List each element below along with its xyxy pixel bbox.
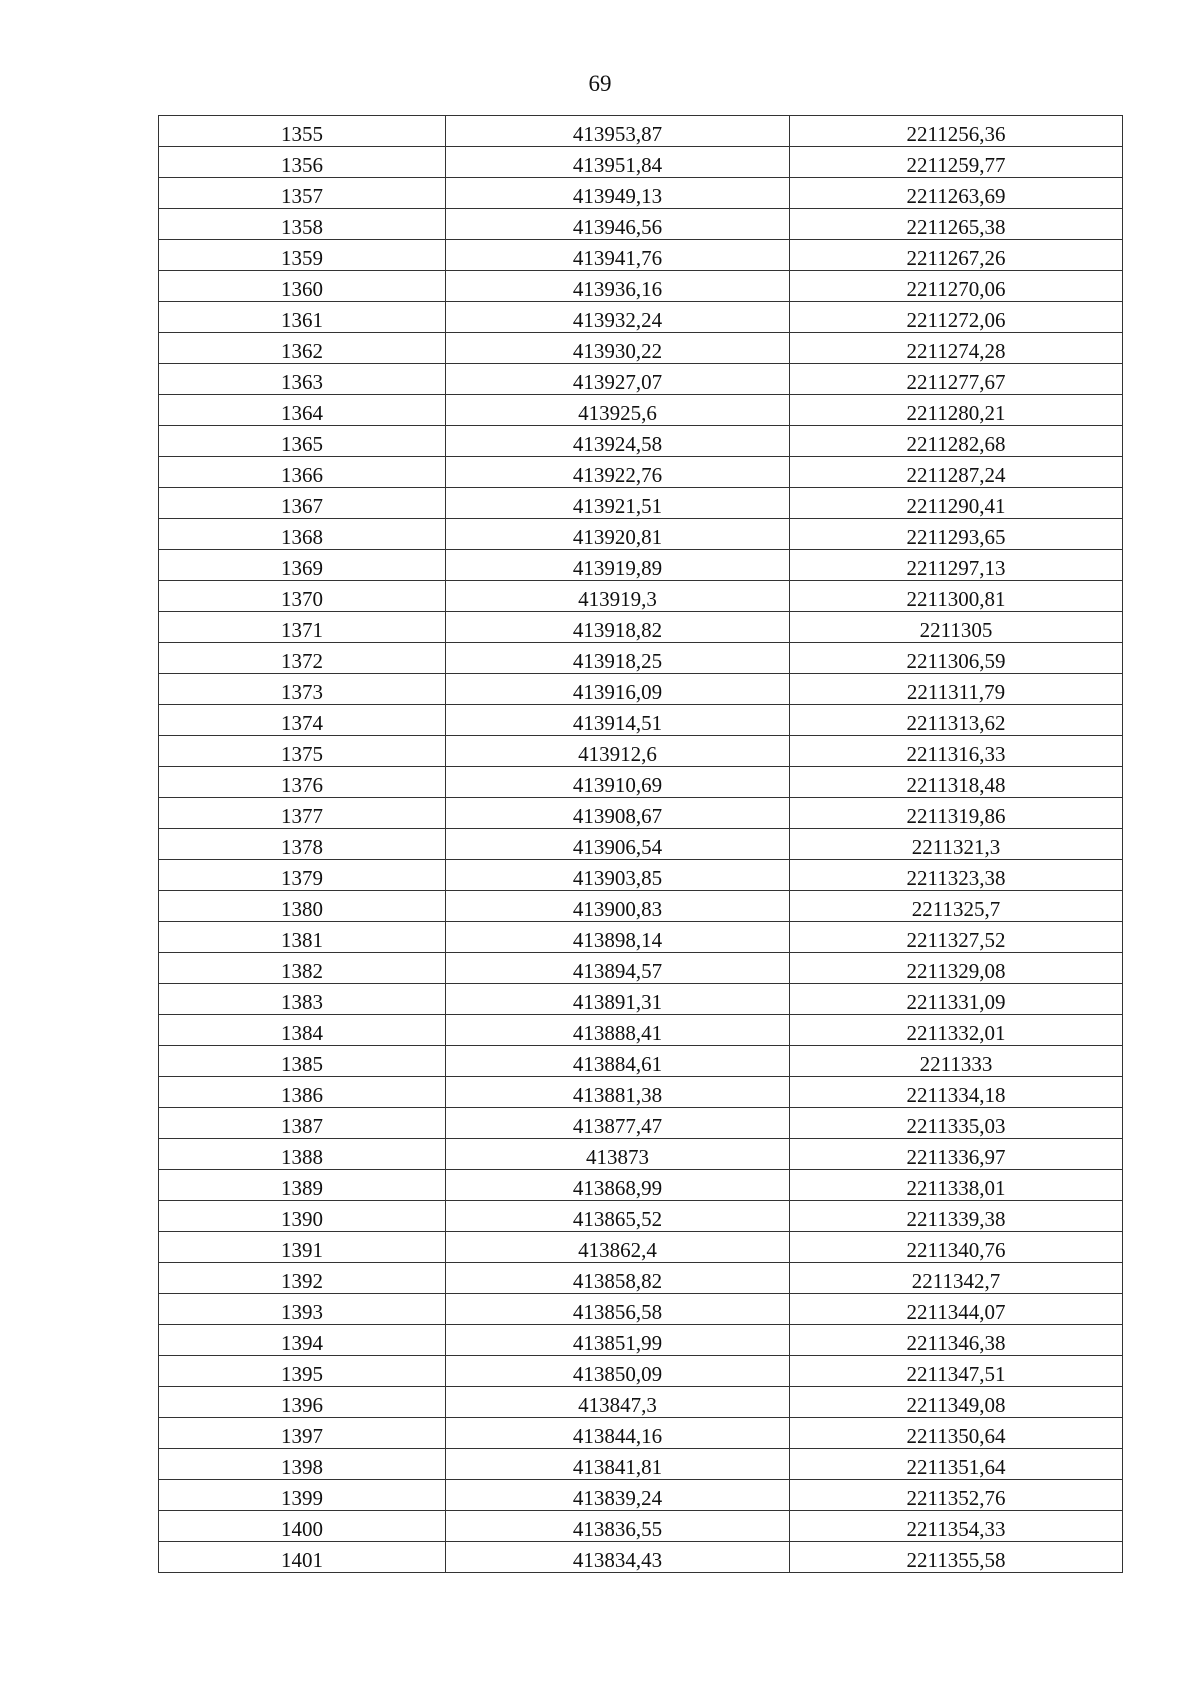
point-number-cell: 1372 bbox=[159, 643, 446, 674]
x-coordinate-cell: 413916,09 bbox=[446, 674, 790, 705]
x-coordinate-cell: 413877,47 bbox=[446, 1108, 790, 1139]
table-row bbox=[159, 767, 1123, 798]
x-coordinate-cell: 413951,84 bbox=[446, 147, 790, 178]
point-number-cell: 1391 bbox=[159, 1232, 446, 1263]
x-coordinate-cell: 413927,07 bbox=[446, 364, 790, 395]
y-coordinate-cell: 2211272,06 bbox=[790, 302, 1123, 333]
point-number-cell: 1358 bbox=[159, 209, 446, 240]
y-coordinate-cell: 2211265,38 bbox=[790, 209, 1123, 240]
table-row bbox=[159, 736, 1123, 767]
table-row bbox=[159, 1108, 1123, 1139]
x-coordinate-cell: 413862,4 bbox=[446, 1232, 790, 1263]
x-coordinate-cell: 413884,61 bbox=[446, 1046, 790, 1077]
y-coordinate-cell: 2211293,65 bbox=[790, 519, 1123, 550]
table-row bbox=[159, 705, 1123, 736]
point-number-cell: 1357 bbox=[159, 178, 446, 209]
table-row bbox=[159, 1418, 1123, 1449]
table-row bbox=[159, 1139, 1123, 1170]
y-coordinate-cell: 2211336,97 bbox=[790, 1139, 1123, 1170]
x-coordinate-cell: 413873 bbox=[446, 1139, 790, 1170]
point-number-cell: 1370 bbox=[159, 581, 446, 612]
coordinates-table-body bbox=[159, 116, 1123, 1573]
point-number-cell: 1383 bbox=[159, 984, 446, 1015]
table-row bbox=[159, 581, 1123, 612]
y-coordinate-cell: 2211313,62 bbox=[790, 705, 1123, 736]
y-coordinate-cell: 2211318,48 bbox=[790, 767, 1123, 798]
x-coordinate-cell: 413851,99 bbox=[446, 1325, 790, 1356]
point-number-cell: 1361 bbox=[159, 302, 446, 333]
x-coordinate-cell: 413953,87 bbox=[446, 116, 790, 147]
y-coordinate-cell: 2211335,03 bbox=[790, 1108, 1123, 1139]
point-number-cell: 1360 bbox=[159, 271, 446, 302]
point-number-cell: 1379 bbox=[159, 860, 446, 891]
y-coordinate-cell: 2211256,36 bbox=[790, 116, 1123, 147]
table-row bbox=[159, 798, 1123, 829]
x-coordinate-cell: 413903,85 bbox=[446, 860, 790, 891]
y-coordinate-cell: 2211329,08 bbox=[790, 953, 1123, 984]
point-number-cell: 1397 bbox=[159, 1418, 446, 1449]
y-coordinate-cell: 2211331,09 bbox=[790, 984, 1123, 1015]
point-number-cell: 1367 bbox=[159, 488, 446, 519]
table-row bbox=[159, 209, 1123, 240]
x-coordinate-cell: 413858,82 bbox=[446, 1263, 790, 1294]
y-coordinate-cell: 2211355,58 bbox=[790, 1542, 1123, 1573]
table-row bbox=[159, 1511, 1123, 1542]
table-row bbox=[159, 147, 1123, 178]
x-coordinate-cell: 413908,67 bbox=[446, 798, 790, 829]
table-row bbox=[159, 519, 1123, 550]
y-coordinate-cell: 2211280,21 bbox=[790, 395, 1123, 426]
x-coordinate-cell: 413921,51 bbox=[446, 488, 790, 519]
table-row bbox=[159, 860, 1123, 891]
table-row bbox=[159, 178, 1123, 209]
x-coordinate-cell: 413900,83 bbox=[446, 891, 790, 922]
x-coordinate-cell: 413841,81 bbox=[446, 1449, 790, 1480]
x-coordinate-cell: 413936,16 bbox=[446, 271, 790, 302]
table-row bbox=[159, 395, 1123, 426]
table-row bbox=[159, 1325, 1123, 1356]
point-number-cell: 1382 bbox=[159, 953, 446, 984]
x-coordinate-cell: 413834,43 bbox=[446, 1542, 790, 1573]
x-coordinate-cell: 413906,54 bbox=[446, 829, 790, 860]
x-coordinate-cell: 413910,69 bbox=[446, 767, 790, 798]
point-number-cell: 1378 bbox=[159, 829, 446, 860]
point-number-cell: 1396 bbox=[159, 1387, 446, 1418]
point-number-cell: 1380 bbox=[159, 891, 446, 922]
y-coordinate-cell: 2211277,67 bbox=[790, 364, 1123, 395]
table-row bbox=[159, 1201, 1123, 1232]
x-coordinate-cell: 413891,31 bbox=[446, 984, 790, 1015]
y-coordinate-cell: 2211334,18 bbox=[790, 1077, 1123, 1108]
y-coordinate-cell: 2211349,08 bbox=[790, 1387, 1123, 1418]
x-coordinate-cell: 413918,82 bbox=[446, 612, 790, 643]
table-row bbox=[159, 984, 1123, 1015]
table-row bbox=[159, 364, 1123, 395]
x-coordinate-cell: 413919,89 bbox=[446, 550, 790, 581]
table-row bbox=[159, 488, 1123, 519]
point-number-cell: 1399 bbox=[159, 1480, 446, 1511]
y-coordinate-cell: 2211344,07 bbox=[790, 1294, 1123, 1325]
x-coordinate-cell: 413922,76 bbox=[446, 457, 790, 488]
table-row bbox=[159, 674, 1123, 705]
y-coordinate-cell: 2211354,33 bbox=[790, 1511, 1123, 1542]
point-number-cell: 1387 bbox=[159, 1108, 446, 1139]
point-number-cell: 1374 bbox=[159, 705, 446, 736]
table-row bbox=[159, 302, 1123, 333]
table-row bbox=[159, 333, 1123, 364]
point-number-cell: 1364 bbox=[159, 395, 446, 426]
y-coordinate-cell: 2211333 bbox=[790, 1046, 1123, 1077]
x-coordinate-cell: 413868,99 bbox=[446, 1170, 790, 1201]
y-coordinate-cell: 2211347,51 bbox=[790, 1356, 1123, 1387]
x-coordinate-cell: 413912,6 bbox=[446, 736, 790, 767]
x-coordinate-cell: 413850,09 bbox=[446, 1356, 790, 1387]
table-row bbox=[159, 1015, 1123, 1046]
y-coordinate-cell: 2211319,86 bbox=[790, 798, 1123, 829]
table-row bbox=[159, 1046, 1123, 1077]
y-coordinate-cell: 2211290,41 bbox=[790, 488, 1123, 519]
page-number: 69 bbox=[588, 71, 612, 96]
table-row bbox=[159, 1170, 1123, 1201]
x-coordinate-cell: 413918,25 bbox=[446, 643, 790, 674]
table-row bbox=[159, 116, 1123, 147]
point-number-cell: 1390 bbox=[159, 1201, 446, 1232]
point-number-cell: 1373 bbox=[159, 674, 446, 705]
coordinates-table bbox=[158, 115, 1123, 1573]
x-coordinate-cell: 413888,41 bbox=[446, 1015, 790, 1046]
table-row bbox=[159, 1356, 1123, 1387]
y-coordinate-cell: 2211342,7 bbox=[790, 1263, 1123, 1294]
y-coordinate-cell: 2211352,76 bbox=[790, 1480, 1123, 1511]
x-coordinate-cell: 413881,38 bbox=[446, 1077, 790, 1108]
point-number-cell: 1395 bbox=[159, 1356, 446, 1387]
point-number-cell: 1375 bbox=[159, 736, 446, 767]
x-coordinate-cell: 413930,22 bbox=[446, 333, 790, 364]
x-coordinate-cell: 413836,55 bbox=[446, 1511, 790, 1542]
x-coordinate-cell: 413914,51 bbox=[446, 705, 790, 736]
table-row bbox=[159, 829, 1123, 860]
y-coordinate-cell: 2211274,28 bbox=[790, 333, 1123, 364]
y-coordinate-cell: 2211306,59 bbox=[790, 643, 1123, 674]
x-coordinate-cell: 413941,76 bbox=[446, 240, 790, 271]
table-row bbox=[159, 612, 1123, 643]
y-coordinate-cell: 2211270,06 bbox=[790, 271, 1123, 302]
y-coordinate-cell: 2211323,38 bbox=[790, 860, 1123, 891]
point-number-cell: 1363 bbox=[159, 364, 446, 395]
table-row bbox=[159, 953, 1123, 984]
y-coordinate-cell: 2211297,13 bbox=[790, 550, 1123, 581]
x-coordinate-cell: 413946,56 bbox=[446, 209, 790, 240]
table-row bbox=[159, 550, 1123, 581]
y-coordinate-cell: 2211305 bbox=[790, 612, 1123, 643]
y-coordinate-cell: 2211351,64 bbox=[790, 1449, 1123, 1480]
point-number-cell: 1401 bbox=[159, 1542, 446, 1573]
y-coordinate-cell: 2211339,38 bbox=[790, 1201, 1123, 1232]
y-coordinate-cell: 2211316,33 bbox=[790, 736, 1123, 767]
table-row bbox=[159, 240, 1123, 271]
point-number-cell: 1365 bbox=[159, 426, 446, 457]
point-number-cell: 1392 bbox=[159, 1263, 446, 1294]
y-coordinate-cell: 2211327,52 bbox=[790, 922, 1123, 953]
point-number-cell: 1356 bbox=[159, 147, 446, 178]
table-row bbox=[159, 891, 1123, 922]
point-number-cell: 1394 bbox=[159, 1325, 446, 1356]
table-row bbox=[159, 1263, 1123, 1294]
point-number-cell: 1368 bbox=[159, 519, 446, 550]
point-number-cell: 1362 bbox=[159, 333, 446, 364]
x-coordinate-cell: 413925,6 bbox=[446, 395, 790, 426]
table-row bbox=[159, 643, 1123, 674]
table-row bbox=[159, 1077, 1123, 1108]
x-coordinate-cell: 413919,3 bbox=[446, 581, 790, 612]
y-coordinate-cell: 2211263,69 bbox=[790, 178, 1123, 209]
table-row bbox=[159, 922, 1123, 953]
point-number-cell: 1355 bbox=[159, 116, 446, 147]
point-number-cell: 1384 bbox=[159, 1015, 446, 1046]
x-coordinate-cell: 413898,14 bbox=[446, 922, 790, 953]
point-number-cell: 1377 bbox=[159, 798, 446, 829]
y-coordinate-cell: 2211267,26 bbox=[790, 240, 1123, 271]
point-number-cell: 1376 bbox=[159, 767, 446, 798]
table-row bbox=[159, 1480, 1123, 1511]
point-number-cell: 1369 bbox=[159, 550, 446, 581]
x-coordinate-cell: 413847,3 bbox=[446, 1387, 790, 1418]
table-row bbox=[159, 1294, 1123, 1325]
point-number-cell: 1381 bbox=[159, 922, 446, 953]
x-coordinate-cell: 413894,57 bbox=[446, 953, 790, 984]
y-coordinate-cell: 2211325,7 bbox=[790, 891, 1123, 922]
point-number-cell: 1366 bbox=[159, 457, 446, 488]
point-number-cell: 1386 bbox=[159, 1077, 446, 1108]
table-row bbox=[159, 1542, 1123, 1573]
x-coordinate-cell: 413856,58 bbox=[446, 1294, 790, 1325]
y-coordinate-cell: 2211338,01 bbox=[790, 1170, 1123, 1201]
point-number-cell: 1393 bbox=[159, 1294, 446, 1325]
table-row bbox=[159, 426, 1123, 457]
x-coordinate-cell: 413920,81 bbox=[446, 519, 790, 550]
table-row bbox=[159, 1387, 1123, 1418]
table-row bbox=[159, 1449, 1123, 1480]
table-row bbox=[159, 457, 1123, 488]
point-number-cell: 1388 bbox=[159, 1139, 446, 1170]
y-coordinate-cell: 2211282,68 bbox=[790, 426, 1123, 457]
y-coordinate-cell: 2211259,77 bbox=[790, 147, 1123, 178]
y-coordinate-cell: 2211340,76 bbox=[790, 1232, 1123, 1263]
y-coordinate-cell: 2211311,79 bbox=[790, 674, 1123, 705]
point-number-cell: 1359 bbox=[159, 240, 446, 271]
x-coordinate-cell: 413949,13 bbox=[446, 178, 790, 209]
y-coordinate-cell: 2211287,24 bbox=[790, 457, 1123, 488]
x-coordinate-cell: 413865,52 bbox=[446, 1201, 790, 1232]
y-coordinate-cell: 2211321,3 bbox=[790, 829, 1123, 860]
point-number-cell: 1371 bbox=[159, 612, 446, 643]
point-number-cell: 1389 bbox=[159, 1170, 446, 1201]
table-row bbox=[159, 271, 1123, 302]
point-number-cell: 1398 bbox=[159, 1449, 446, 1480]
x-coordinate-cell: 413924,58 bbox=[446, 426, 790, 457]
x-coordinate-cell: 413844,16 bbox=[446, 1418, 790, 1449]
x-coordinate-cell: 413932,24 bbox=[446, 302, 790, 333]
x-coordinate-cell: 413839,24 bbox=[446, 1480, 790, 1511]
y-coordinate-cell: 2211332,01 bbox=[790, 1015, 1123, 1046]
y-coordinate-cell: 2211300,81 bbox=[790, 581, 1123, 612]
point-number-cell: 1385 bbox=[159, 1046, 446, 1077]
y-coordinate-cell: 2211346,38 bbox=[790, 1325, 1123, 1356]
point-number-cell: 1400 bbox=[159, 1511, 446, 1542]
y-coordinate-cell: 2211350,64 bbox=[790, 1418, 1123, 1449]
table-row bbox=[159, 1232, 1123, 1263]
